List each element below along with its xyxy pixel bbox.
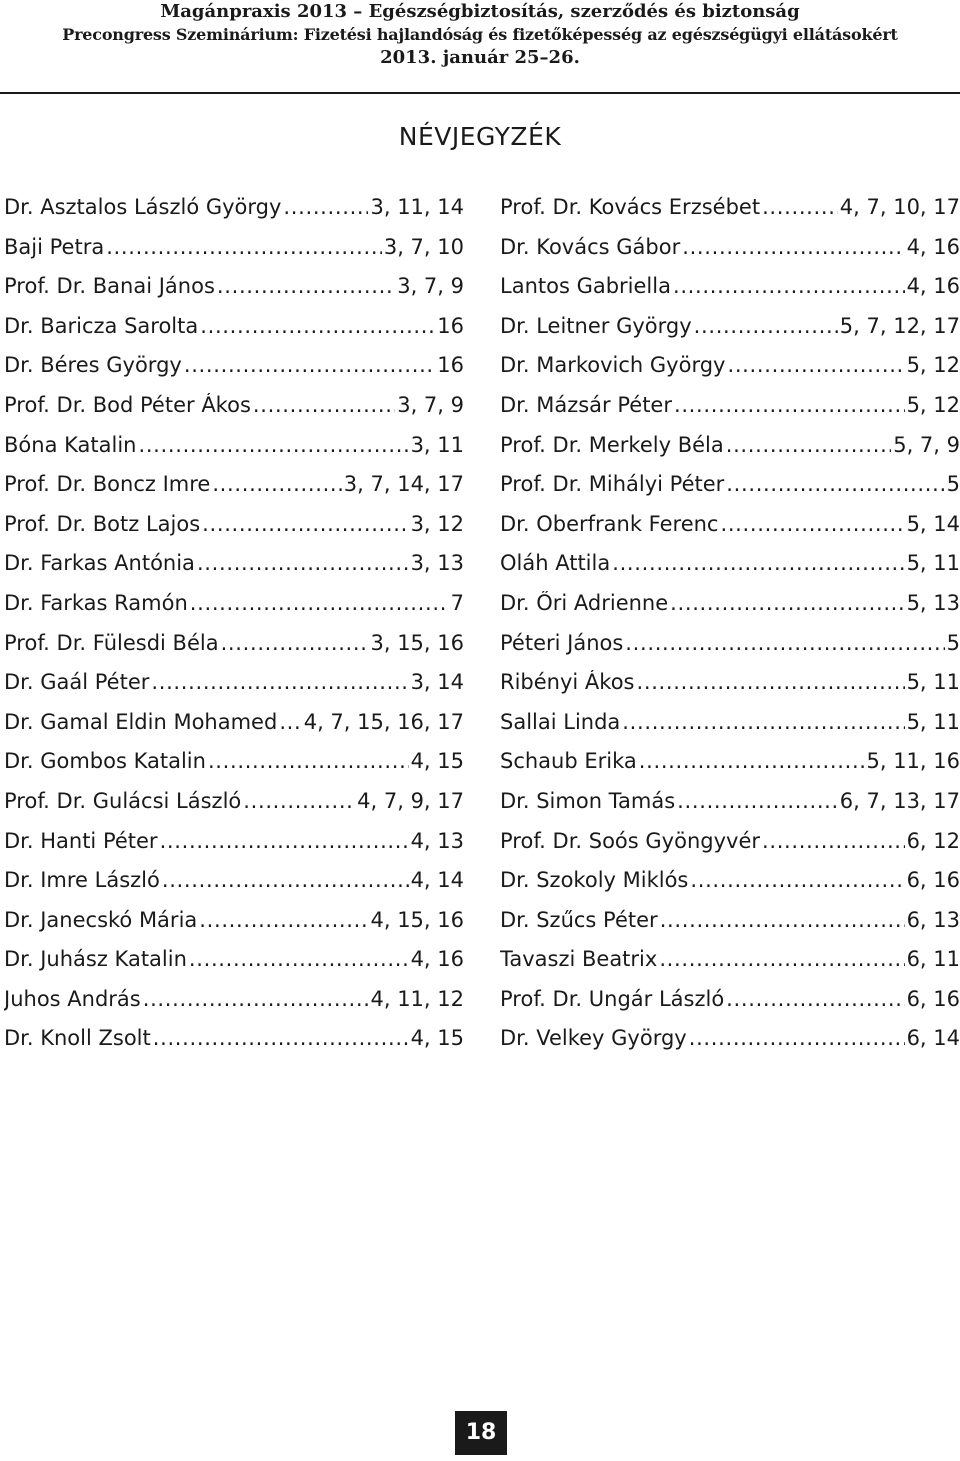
dot-leader xyxy=(682,235,904,259)
dot-leader xyxy=(138,433,408,457)
dot-leader xyxy=(253,393,395,417)
entry-name: Tavaszi Beatrix xyxy=(500,947,658,972)
dot-leader xyxy=(674,393,905,417)
entry-name: Ribényi Ákos xyxy=(500,670,635,695)
index-entry xyxy=(500,631,960,671)
entry-pages: 4, 7, 10, 17 xyxy=(839,195,960,219)
entry-pages: 4, 11, 12 xyxy=(370,986,464,1011)
index-entry xyxy=(500,512,960,552)
index-entry xyxy=(500,987,960,1027)
entry-name: Dr. Knoll Zsolt xyxy=(4,1026,151,1051)
entry-name: Prof. Dr. Kovács Erzsébet xyxy=(500,195,761,219)
index-entry xyxy=(500,472,960,512)
entry-pages: 3, 7, 9 xyxy=(397,392,464,417)
dot-leader xyxy=(184,353,435,377)
index-entry xyxy=(500,433,960,473)
entry-pages: 4, 16 xyxy=(906,234,960,259)
index-entry xyxy=(4,710,464,750)
entry-name: Dr. Leitner György xyxy=(500,313,692,338)
index-entry xyxy=(4,393,464,433)
entry-pages: 3, 12 xyxy=(410,511,464,536)
index-entry xyxy=(500,235,960,275)
dot-leader xyxy=(670,591,904,615)
entry-pages: 6, 13 xyxy=(906,907,960,932)
entry-name: Baji Petra xyxy=(4,234,105,259)
index-entry xyxy=(4,947,464,987)
index-entry xyxy=(4,670,464,710)
dot-leader xyxy=(106,235,382,259)
entry-pages: 3, 7, 10 xyxy=(383,234,464,259)
dot-leader xyxy=(243,789,355,813)
index-entry xyxy=(500,670,960,710)
dot-leader xyxy=(694,314,838,338)
entry-pages: 3, 11, 14 xyxy=(370,195,464,219)
index-entry xyxy=(4,353,464,393)
index-entry xyxy=(4,472,464,512)
dot-leader xyxy=(622,710,904,734)
dot-leader xyxy=(727,353,904,377)
dot-leader xyxy=(160,829,409,853)
index-entry xyxy=(4,749,464,789)
header-line-2: Precongress Szeminárium: Fizetési hajlandóság és fizetőképesség az egészségügyi ellátásokért xyxy=(62,25,898,44)
dot-leader xyxy=(762,829,905,853)
entry-name: Dr. Gamal Eldin Mohamed xyxy=(4,709,278,734)
index-entry xyxy=(500,829,960,869)
entry-pages: 4, 13 xyxy=(410,828,464,853)
dot-leader xyxy=(720,512,904,536)
entry-pages: 5, 13 xyxy=(906,590,960,615)
index-entry xyxy=(500,710,960,750)
entry-pages: 4, 16 xyxy=(410,947,464,972)
index-entry xyxy=(500,353,960,393)
index-entry xyxy=(500,591,960,631)
dot-leader xyxy=(690,868,904,892)
entry-name: Dr. Szűcs Péter xyxy=(500,907,658,932)
dot-leader xyxy=(659,947,904,971)
entry-name: Prof. Dr. Mihályi Péter xyxy=(500,472,725,497)
entry-name: Dr. Juhász Katalin xyxy=(4,947,187,972)
index-entry xyxy=(500,908,960,948)
dot-leader xyxy=(660,908,905,932)
entry-name: Dr. Asztalos László György xyxy=(4,195,282,219)
dot-leader xyxy=(279,710,301,734)
dot-leader xyxy=(689,1026,905,1050)
entry-pages: 16 xyxy=(437,353,464,378)
entry-pages: 5, 12 xyxy=(906,392,960,417)
entry-name: Prof. Dr. Boncz Imre xyxy=(4,472,211,497)
dot-leader xyxy=(612,551,904,575)
entry-name: Oláh Attila xyxy=(500,551,611,576)
entry-pages: 5, 11 xyxy=(906,670,960,695)
entry-pages: 6, 12 xyxy=(906,828,960,853)
entry-pages: 6, 16 xyxy=(906,986,960,1011)
entry-pages: 5 xyxy=(946,472,960,497)
entry-name: Dr. Baricza Sarolta xyxy=(4,313,199,338)
dot-leader xyxy=(153,1026,409,1050)
entry-pages: 3, 7, 9 xyxy=(397,274,464,299)
index-entry xyxy=(4,987,464,1027)
index-entry xyxy=(500,1026,960,1066)
entry-pages: 4, 7, 15, 16, 17 xyxy=(303,709,464,734)
dot-leader xyxy=(726,472,944,496)
dot-leader xyxy=(625,631,944,655)
entry-name: Péteri János xyxy=(500,630,624,655)
dot-leader xyxy=(199,908,368,932)
entry-name: Prof. Dr. Banai János xyxy=(4,274,215,299)
entry-name: Prof. Dr. Fülesdi Béla xyxy=(4,630,219,655)
entry-name: Dr. Oberfrank Ferenc xyxy=(500,511,719,536)
dot-leader xyxy=(726,433,891,457)
index-entry xyxy=(4,591,464,631)
entry-name: Prof. Dr. Soós Gyöngyvér xyxy=(500,828,760,853)
entry-pages: 5, 12 xyxy=(906,353,960,378)
entry-pages: 6, 11 xyxy=(906,947,960,972)
index-entry xyxy=(4,512,464,552)
entry-name: Dr. Őri Adrienne xyxy=(500,590,669,615)
entry-pages: 4, 14 xyxy=(410,868,464,893)
index-entry xyxy=(500,274,960,314)
entry-pages: 5, 11 xyxy=(906,709,960,734)
index-entry xyxy=(4,235,464,275)
index-entry xyxy=(500,314,960,354)
index-entry xyxy=(500,551,960,591)
dot-leader xyxy=(212,472,341,496)
entry-pages: 5 xyxy=(946,630,960,655)
entry-pages: 6, 7, 13, 17 xyxy=(839,788,960,813)
entry-name: Dr. Janecskó Mária xyxy=(4,907,198,932)
entry-pages: 4, 15 xyxy=(410,749,464,774)
index-entry xyxy=(500,868,960,908)
entry-pages: 3, 7, 14, 17 xyxy=(343,472,464,497)
dot-leader xyxy=(200,314,435,338)
entry-pages: 3, 14 xyxy=(410,670,464,695)
dot-leader xyxy=(197,551,409,575)
index-entry xyxy=(4,195,464,235)
dot-leader xyxy=(726,987,904,1011)
index-entry xyxy=(4,868,464,908)
entry-name: Prof. Dr. Merkely Béla xyxy=(500,432,724,457)
dot-leader xyxy=(202,512,408,536)
entry-pages: 3, 13 xyxy=(410,551,464,576)
index-entry xyxy=(500,947,960,987)
entry-name: Bóna Katalin xyxy=(4,432,137,457)
entry-name: Dr. Hanti Péter xyxy=(4,828,158,853)
entry-pages: 16 xyxy=(437,313,464,338)
entry-pages: 5, 7, 12, 17 xyxy=(839,313,960,338)
index-entry xyxy=(4,433,464,473)
entry-name: Prof. Dr. Ungár László xyxy=(500,986,725,1011)
index-entry xyxy=(4,1026,464,1066)
page-number-badge: 18 xyxy=(455,1411,507,1455)
entry-pages: 6, 16 xyxy=(906,868,960,893)
entry-name: Dr. Farkas Antónia xyxy=(4,551,195,576)
dot-leader xyxy=(208,749,409,773)
dot-leader xyxy=(639,749,865,773)
dot-leader xyxy=(151,670,408,694)
index-entry xyxy=(500,789,960,829)
entry-pages: 5, 11 xyxy=(906,551,960,576)
running-header xyxy=(0,0,960,94)
entry-name: Dr. Farkas Ramón xyxy=(4,590,188,615)
entry-pages: 3, 15, 16 xyxy=(370,630,464,655)
dot-leader xyxy=(143,987,369,1011)
index-entry xyxy=(4,789,464,829)
entry-name: Dr. Béres György xyxy=(4,353,182,378)
entry-pages: 3, 11 xyxy=(410,432,464,457)
dot-leader xyxy=(189,947,409,971)
dot-leader xyxy=(762,195,838,219)
entry-name: Dr. Imre László xyxy=(4,868,160,893)
dot-leader xyxy=(221,631,369,655)
dot-leader xyxy=(677,789,838,813)
index-entry xyxy=(4,314,464,354)
index-entry xyxy=(500,749,960,789)
entry-name: Prof. Dr. Botz Lajos xyxy=(4,511,201,536)
header-line-1: Magánpraxis 2013 – Egészségbiztosítás, szerződés és biztonság xyxy=(160,1,800,22)
entry-pages: 4, 16 xyxy=(906,274,960,299)
entry-name: Dr. Mázsár Péter xyxy=(500,392,672,417)
entry-name: Prof. Dr. Bod Péter Ákos xyxy=(4,392,251,417)
index-entry xyxy=(500,393,960,433)
dot-leader xyxy=(162,868,409,892)
header-line-3: 2013. január 25–26. xyxy=(380,47,580,68)
entry-pages: 4, 15, 16 xyxy=(370,907,464,932)
index-entry xyxy=(4,551,464,591)
entry-name: Prof. Dr. Gulácsi László xyxy=(4,788,242,813)
index-entry xyxy=(4,631,464,671)
entry-name: Dr. Szokoly Miklós xyxy=(500,868,689,893)
entry-pages: 5, 14 xyxy=(906,511,960,536)
index-entry xyxy=(4,274,464,314)
entry-name: Sallai Linda xyxy=(500,709,621,734)
entry-name: Lantos Gabriella xyxy=(500,274,671,299)
entry-name: Dr. Gombos Katalin xyxy=(4,749,206,774)
entry-pages: 7 xyxy=(450,590,464,615)
dot-leader xyxy=(637,670,905,694)
entry-name: Schaub Erika xyxy=(500,749,637,774)
entry-pages: 4, 15 xyxy=(410,1026,464,1051)
entry-pages: 5, 11, 16 xyxy=(866,749,960,774)
index-column-right xyxy=(500,195,960,1066)
entry-name: Dr. Simon Tamás xyxy=(500,788,676,813)
entry-name: Dr. Markovich György xyxy=(500,353,726,378)
entry-name: Dr. Kovács Gábor xyxy=(500,234,681,259)
entry-name: Dr. Velkey György xyxy=(500,1026,687,1051)
entry-name: Dr. Gaál Péter xyxy=(4,670,150,695)
dot-leader xyxy=(190,591,449,615)
dot-leader xyxy=(217,274,395,298)
dot-leader xyxy=(283,195,368,219)
entry-pages: 6, 14 xyxy=(906,1026,960,1051)
index-column-left xyxy=(4,195,464,1066)
page-title: NÉVJEGYZÉK xyxy=(398,122,562,151)
index-entry xyxy=(4,829,464,869)
index-entry xyxy=(4,908,464,948)
entry-pages: 5, 7, 9 xyxy=(893,432,960,457)
entry-name: Juhos András xyxy=(4,986,141,1011)
index-entry xyxy=(500,195,960,235)
dot-leader xyxy=(673,274,905,298)
entry-pages: 4, 7, 9, 17 xyxy=(357,788,464,813)
